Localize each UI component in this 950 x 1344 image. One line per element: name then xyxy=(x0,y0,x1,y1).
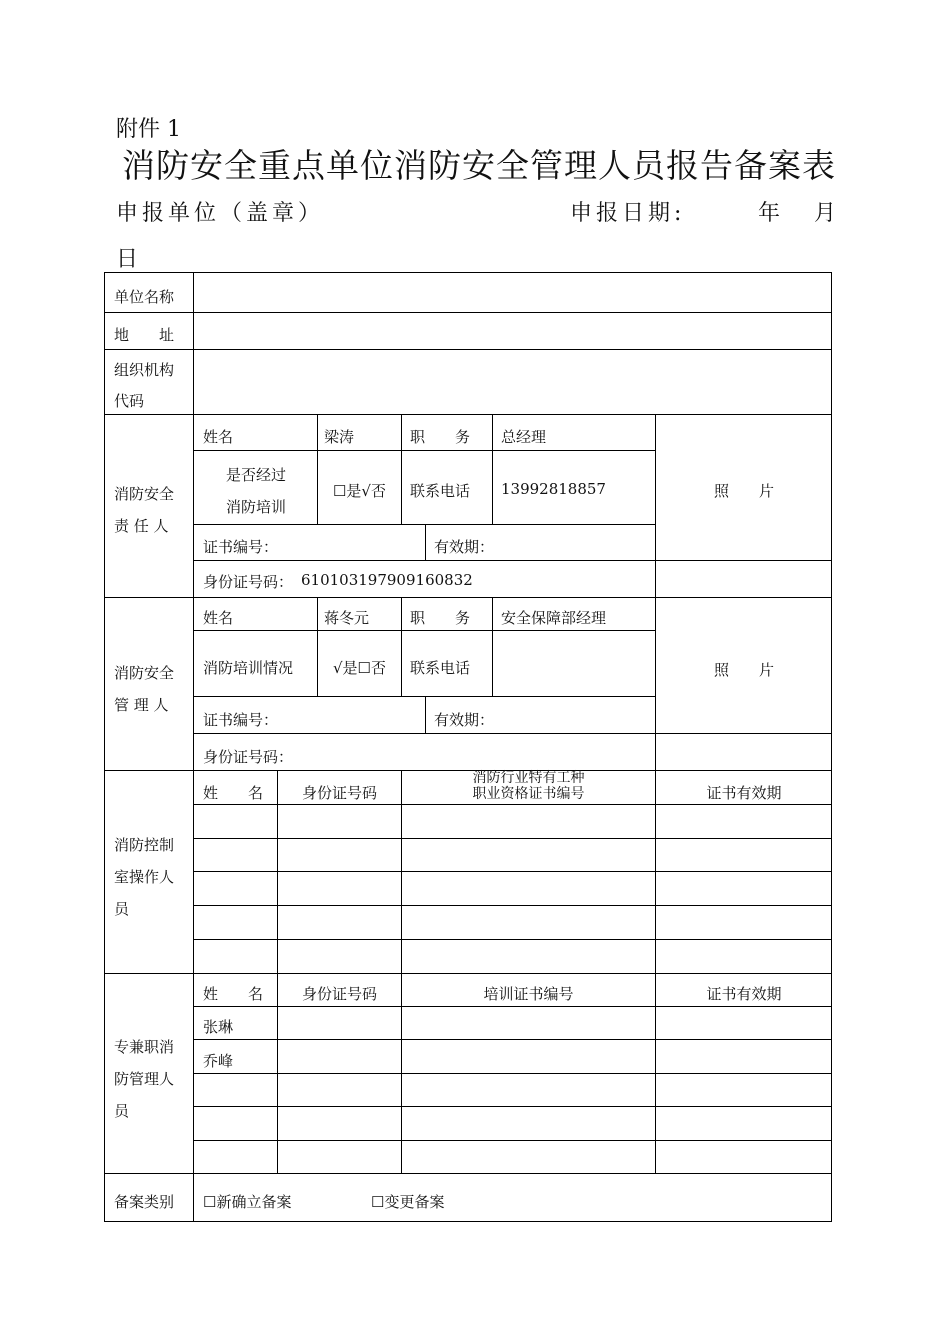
manager-photo-box: 照 片 xyxy=(713,661,774,679)
responsible-phone-value: 13992818857 xyxy=(501,480,606,498)
responsible-phone-label: 联系电话 xyxy=(410,482,471,500)
responsible-section-label-line1: 消防安全 xyxy=(114,485,175,503)
responsible-id-label: 身份证号码： xyxy=(203,573,294,591)
row-rule xyxy=(105,349,832,350)
responsible-trained-label-line2: 消防培训 xyxy=(225,498,286,516)
responsible-trained-checkbox[interactable]: ☐是√否 xyxy=(332,482,386,500)
org-code-field[interactable] xyxy=(197,353,827,411)
date-month-label: 月 xyxy=(814,201,841,226)
column-rule xyxy=(655,597,656,770)
page-title: 消防安全重点单位消防安全管理人员报告备案表 xyxy=(122,146,836,185)
fire-staff-cert-header: 培训证书编号 xyxy=(483,985,574,1003)
row-rule xyxy=(193,696,655,697)
row-rule xyxy=(193,630,655,631)
fire-staff-validity-header: 证书有效期 xyxy=(706,985,782,1003)
column-rule xyxy=(317,597,318,696)
control-room-validity-header: 证书有效期 xyxy=(706,784,782,802)
filing-new-checkbox[interactable]: ☐新确立备案 xyxy=(203,1193,292,1211)
row-rule xyxy=(193,733,832,734)
column-rule xyxy=(193,273,194,1222)
fire-staff-label-line1: 专兼职消 xyxy=(114,1038,175,1056)
manager-id-label: 身份证号码： xyxy=(203,748,294,766)
row-rule xyxy=(105,973,832,974)
unit-name-label: 单位名称 xyxy=(114,288,175,306)
row-rule xyxy=(193,905,832,906)
manager-name-value: 蒋冬元 xyxy=(324,609,370,627)
date-day-label: 日 xyxy=(116,247,143,272)
responsible-photo-box: 照 片 xyxy=(713,482,774,500)
responsible-name-value: 梁涛 xyxy=(324,428,355,446)
row-rule xyxy=(193,450,655,451)
fire-staff-name-header: 姓 名 xyxy=(203,985,264,1003)
responsible-id-value: 610103197909160832 xyxy=(301,571,473,589)
responsible-trained-label-line1: 是否经过 xyxy=(225,466,286,484)
manager-section-label-line2: 管 理 人 xyxy=(114,696,169,714)
control-room-cert-header-line1: 消防行业特有工种 xyxy=(472,770,585,786)
manager-position-value: 安全保障部经理 xyxy=(501,609,607,627)
control-room-label-line2: 室操作人 xyxy=(114,868,175,886)
filing-type-label: 备案类别 xyxy=(114,1193,175,1211)
column-rule xyxy=(425,696,426,733)
column-rule xyxy=(425,524,426,560)
responsible-cert-no-label: 证书编号： xyxy=(203,538,279,556)
fire-staff-id-header: 身份证号码 xyxy=(301,985,377,1003)
responsible-valid-label: 有效期： xyxy=(434,538,495,556)
org-code-label-line2: 代码 xyxy=(114,392,145,410)
control-room-label-line1: 消防控制 xyxy=(114,836,175,854)
row-rule xyxy=(193,560,832,561)
column-rule xyxy=(401,597,402,696)
responsible-position-value: 总经理 xyxy=(501,428,547,446)
row-rule xyxy=(105,414,832,415)
manager-trained-checkbox[interactable]: √是☐否 xyxy=(332,659,386,677)
row-rule xyxy=(105,1173,832,1174)
row-rule xyxy=(105,597,832,598)
column-rule xyxy=(401,414,402,524)
control-room-id-header: 身份证号码 xyxy=(301,784,377,802)
control-room-label-line3: 员 xyxy=(114,900,130,918)
address-field[interactable] xyxy=(197,315,827,347)
responsible-name-label: 姓名 xyxy=(203,428,234,446)
column-rule xyxy=(317,414,318,524)
fire-staff-label-line2: 防管理人 xyxy=(114,1070,175,1088)
row-rule xyxy=(193,871,832,872)
control-room-cert-header-line2: 职业资格证书编号 xyxy=(472,786,585,802)
manager-phone-label: 联系电话 xyxy=(410,659,471,677)
fire-staff-label-line3: 员 xyxy=(114,1102,130,1120)
unit-name-field[interactable] xyxy=(197,275,827,309)
row-rule xyxy=(193,939,832,940)
row-rule xyxy=(193,1006,832,1007)
row-rule xyxy=(193,1140,832,1141)
manager-valid-label: 有效期： xyxy=(434,711,495,729)
column-rule xyxy=(492,414,493,524)
control-room-name-header: 姓 名 xyxy=(203,784,264,802)
row-rule xyxy=(105,312,832,313)
attachment-label: 附件 1 xyxy=(116,117,181,142)
address-label: 地 址 xyxy=(114,326,175,344)
manager-position-label: 职 务 xyxy=(410,609,471,627)
fire-staff-name-2: 乔峰 xyxy=(203,1052,234,1070)
column-rule xyxy=(492,597,493,696)
row-rule xyxy=(193,1039,832,1040)
responsible-position-label: 职 务 xyxy=(410,428,471,446)
row-rule xyxy=(193,838,832,839)
fire-staff-name-1: 张琳 xyxy=(203,1018,234,1036)
row-rule xyxy=(193,804,832,805)
manager-cert-no-label: 证书编号： xyxy=(203,711,279,729)
manager-section-label-line1: 消防安全 xyxy=(114,664,175,682)
date-year-label: 年 xyxy=(758,201,785,226)
filing-change-checkbox[interactable]: ☐变更备案 xyxy=(371,1193,445,1211)
column-rule xyxy=(655,414,656,597)
org-code-label-line1: 组织机构 xyxy=(114,361,175,379)
row-rule xyxy=(193,1106,832,1107)
row-rule xyxy=(193,524,655,525)
responsible-section-label-line2: 责 任 人 xyxy=(114,517,169,535)
manager-training-label: 消防培训情况 xyxy=(203,659,294,677)
filing-form-table xyxy=(104,272,832,1222)
reporting-date-label: 申报日期: xyxy=(570,201,686,226)
reporting-unit-label: 申报单位（盖章） xyxy=(116,201,325,226)
manager-name-label: 姓名 xyxy=(203,609,234,627)
row-rule xyxy=(193,1073,832,1074)
